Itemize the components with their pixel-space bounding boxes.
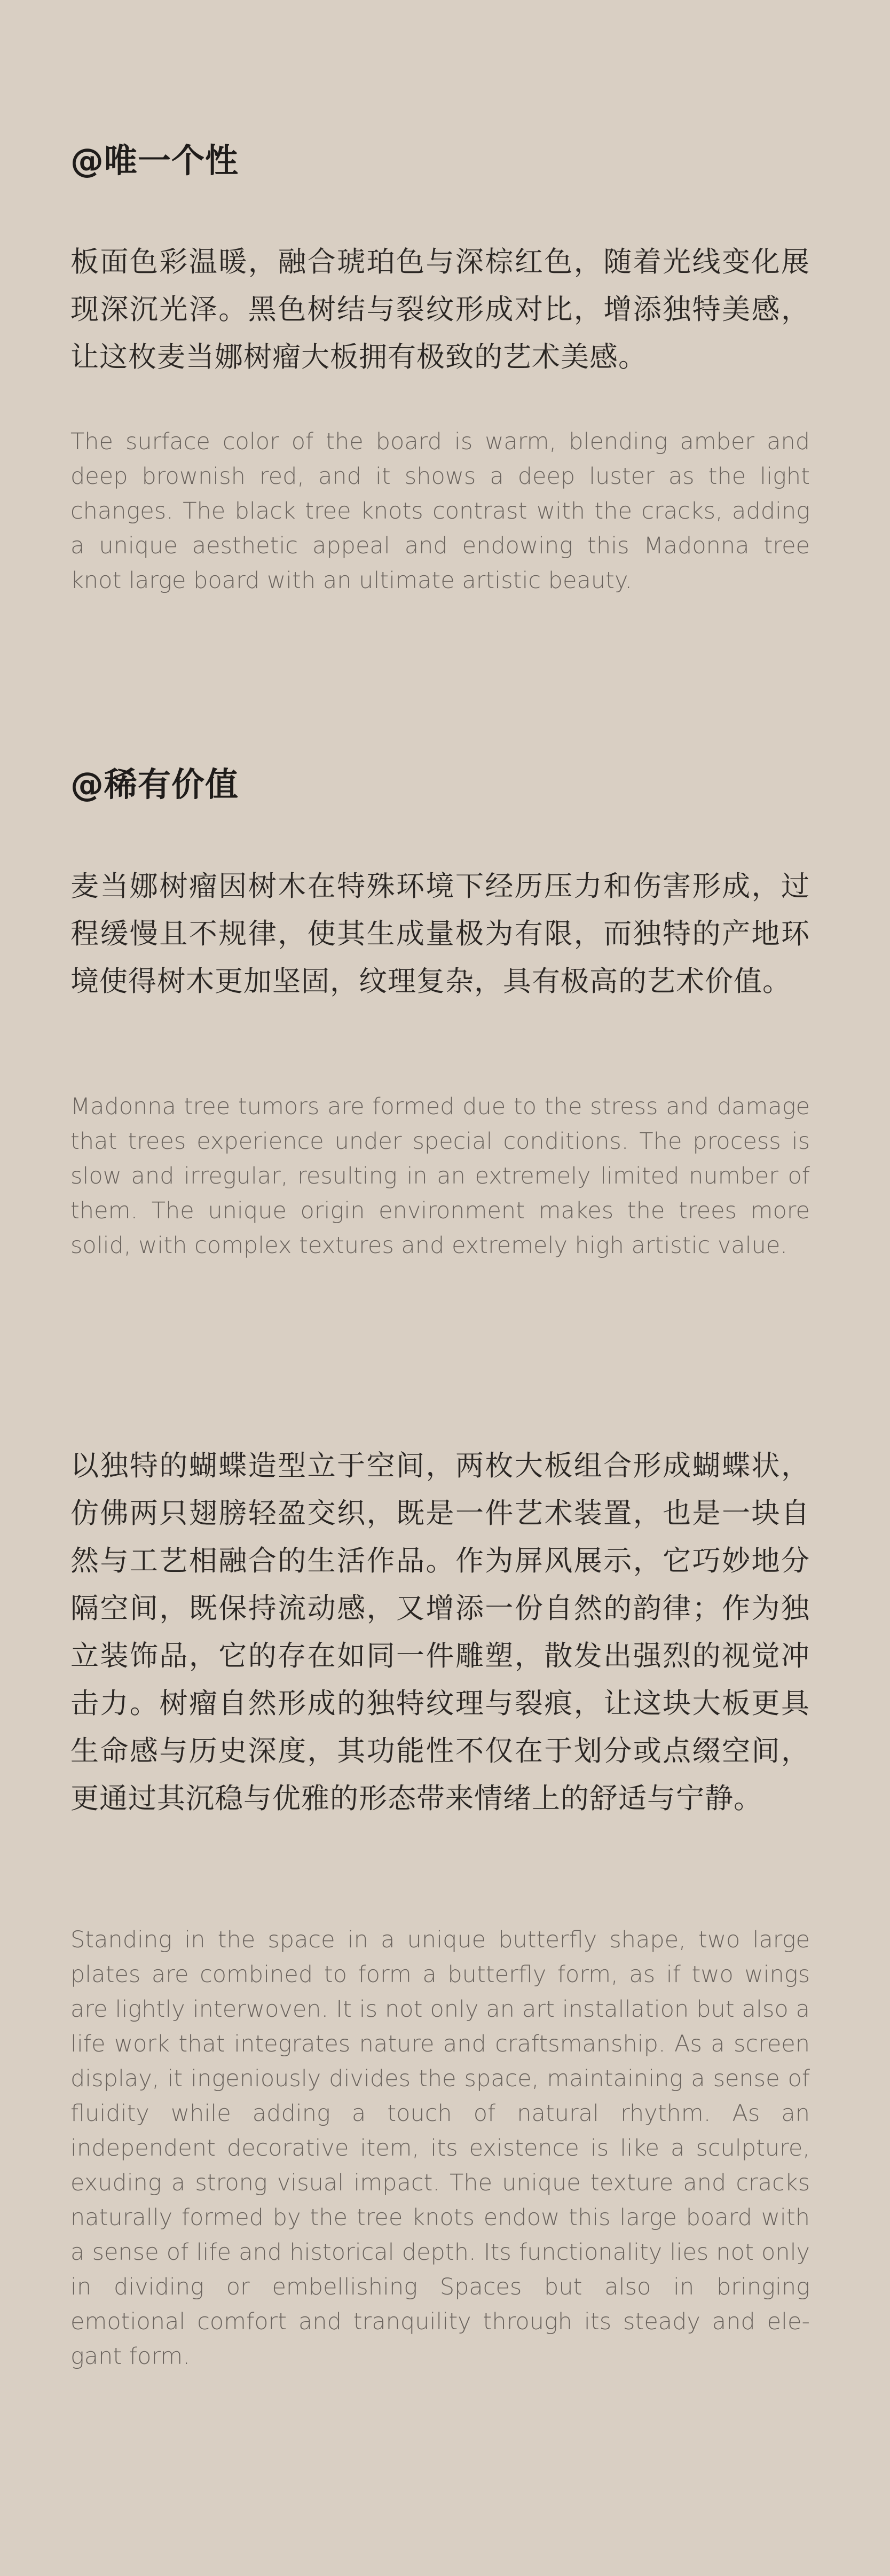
chinese-paragraph-butterfly: 以独特的蝴蝶造型立于空间，两枚大板组合形成蝴蝶状，仿佛两只翅膀轻盈交织，既是一件艺术装置，也是一块自然与工艺相融合的生活作品。作为屏风展示，它巧妙地分隔空间，既保持流动感，又增添一份自然的韵律；作为独立装饰品，它的存在如同一件雕塑，散发出强烈的视觉冲击力。树瘤自然形成的独特纹理与裂痕，让这块大板更具生命感与历史深度，其功能性不仅在于划分或点缀空间，更通过其沉稳与优雅的形态带来情绪上的舒适与宁静。 [70,1450,810,1815]
english-paragraph-butterfly: Standing in the space in a unique butterfly shape, two large plates are combined to form a butterfly form, as if two wings are lightly interwoven. It is not only an art installation but also a life work that integrates nature and craftsmanship. As a screen display, it ingeniously divides the space, maintaining a sense of fluidity while adding a touch of natural rhythm. As an independent decorative item, its existence is like a sculpture, exuding a strong visual impact. The unique texture and cracks naturally formed by the tree knots endow this large board with a sense of life and historical depth. Its functionality lies not only in dividing or embellishing Spaces but also in bringing emotional comfort and tranquility through its steady and elegant form. [70,1927,810,2370]
english-paragraph-rarity: Madonna tree tumors are formed due to the stress and damage that trees experience under special conditions. The process is slow and irregular, resulting in an extremely limited number of them. The unique origin environment makes the trees more solid, with complex textures and extremely high artistic value. [70,1093,810,1259]
chinese-paragraph-rarity: 麦当娜树瘤因树木在特殊环境下经历压力和伤害形成，过程缓慢且不规律，使其生成量极为有限，而独特的产地环境使得树木更加坚固，纹理复杂，具有极高的艺术价值。 [70,870,810,998]
chinese-paragraph-uniqueness: 板面色彩温暖，融合琥珀色与深棕红色，随着光线变化展现深沉光泽。黑色树结与裂纹形成对比，增添独特美感，让这枚麦当娜树瘤大板拥有极致的艺术美感。 [70,246,810,373]
section-heading-rarity: @稀有价值 [70,765,239,804]
english-paragraph-uniqueness: The surface color of the board is warm, blending amber and deep brownish red, and it shows a deep luster as the light changes. The black tree knots contrast with the cracks, adding a unique aesthetic appeal and endowing this Madonna tree knot large board with an ultimate artistic beauty. [70,428,810,594]
section-heading-uniqueness: @唯一个性 [70,141,239,180]
